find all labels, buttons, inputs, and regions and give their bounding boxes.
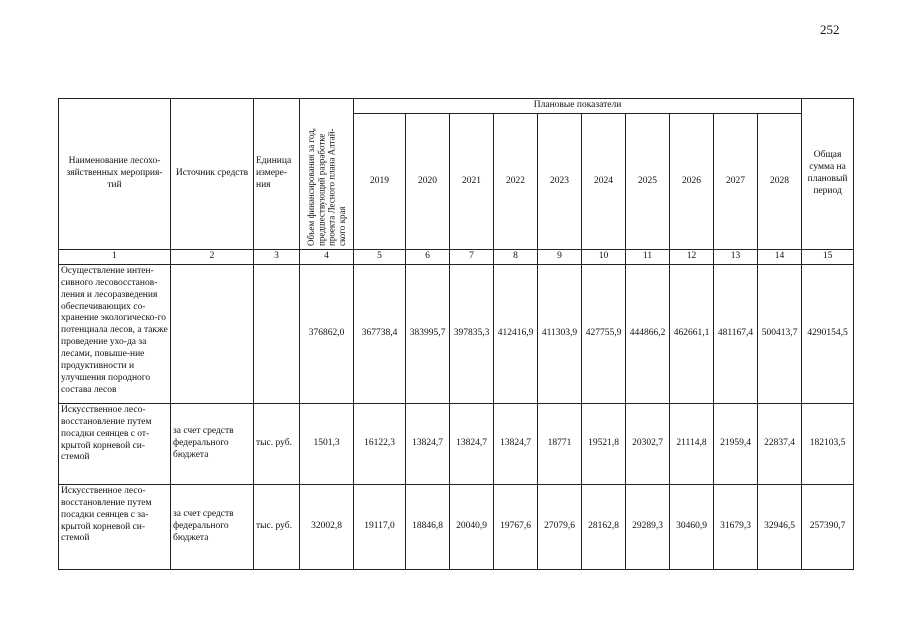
header-year-2019: 2019 xyxy=(354,114,406,250)
year-value-2022: 13824,7 xyxy=(494,403,538,484)
header-funding-source: Источник средств xyxy=(171,99,254,250)
year-value-2020: 13824,7 xyxy=(406,403,450,484)
year-value-2021: 13824,7 xyxy=(450,403,494,484)
header-year-2021: 2021 xyxy=(450,114,494,250)
header-total-sum: Общая сумма на плановый период xyxy=(802,99,854,250)
column-number: 5 xyxy=(354,250,406,265)
header-year-2023: 2023 xyxy=(538,114,582,250)
column-number: 9 xyxy=(538,250,582,265)
funding-source xyxy=(171,264,254,403)
previous-year-volume: 376862,0 xyxy=(300,264,354,403)
year-value-2019: 16122,3 xyxy=(354,403,406,484)
header-year-2020: 2020 xyxy=(406,114,450,250)
year-value-2020: 18846,8 xyxy=(406,484,450,569)
funding-source: за счет средств федерального бюджета xyxy=(171,403,254,484)
year-value-2019: 19117,0 xyxy=(354,484,406,569)
activity-name: Искусственное лесо-восстановление путем посадки сеянцев с за-крытой корневой си-стемой xyxy=(59,484,171,569)
year-value-2028: 500413,7 xyxy=(758,264,802,403)
year-value-2022: 19767,6 xyxy=(494,484,538,569)
column-number: 11 xyxy=(626,250,670,265)
year-value-2026: 21114,8 xyxy=(670,403,714,484)
year-value-2027: 31679,3 xyxy=(714,484,758,569)
unit xyxy=(254,264,300,403)
year-value-2027: 21959,4 xyxy=(714,403,758,484)
year-value-2023: 411303,9 xyxy=(538,264,582,403)
activity-name: Искусственное лесо-восстановление путем посадки сеянцев с от-крытой корневой си-стемой xyxy=(59,403,171,484)
total-value: 4290154,5 xyxy=(802,264,854,403)
header-planned-indicators: Плановые показатели xyxy=(354,99,802,114)
table-row xyxy=(59,484,854,569)
column-number: 13 xyxy=(714,250,758,265)
total-value: 257390,7 xyxy=(802,484,854,569)
header-year-2026: 2026 xyxy=(670,114,714,250)
column-number: 6 xyxy=(406,250,450,265)
year-value-2026: 30460,9 xyxy=(670,484,714,569)
year-value-2023: 18771 xyxy=(538,403,582,484)
year-value-2026: 462661,1 xyxy=(670,264,714,403)
column-number: 14 xyxy=(758,250,802,265)
header-year-2028: 2028 xyxy=(758,114,802,250)
year-value-2028: 32946,5 xyxy=(758,484,802,569)
year-value-2025: 444866,2 xyxy=(626,264,670,403)
column-number: 3 xyxy=(254,250,300,265)
column-number-row xyxy=(59,250,854,265)
column-number: 8 xyxy=(494,250,538,265)
column-number: 4 xyxy=(300,250,354,265)
year-value-2024: 28162,8 xyxy=(582,484,626,569)
header-previous-year-volume-text: Объем финансирования за год, предшествующий разработке проекта Лесного плана Алтай- ского края xyxy=(305,127,347,246)
header-activity-name: Наименование лесохо-зяйственных мероприя-тий xyxy=(59,99,171,250)
previous-year-volume: 1501,3 xyxy=(300,403,354,484)
column-number: 7 xyxy=(450,250,494,265)
year-value-2025: 29289,3 xyxy=(626,484,670,569)
header-previous-year-volume xyxy=(300,99,354,250)
year-value-2020: 383995,7 xyxy=(406,264,450,403)
page-number: 252 xyxy=(820,22,840,37)
funding-source: за счет средств федерального бюджета xyxy=(171,484,254,569)
year-value-2028: 22837,4 xyxy=(758,403,802,484)
forestry-plan-table xyxy=(58,98,854,570)
table-row xyxy=(59,264,854,403)
unit: тыс. руб. xyxy=(254,484,300,569)
header-unit: Единица измере-ния xyxy=(254,99,300,250)
column-number: 2 xyxy=(171,250,254,265)
year-value-2027: 481167,4 xyxy=(714,264,758,403)
activity-name: Осуществление интен-сивного лесовосстанов-ления и лесоразведения обеспечивающих со-хранение экологическо-го потенциала лесов, а также проведение ухо-да за лесами, повыше-ние продуктивности и улучшения породного состава лесов xyxy=(59,264,171,403)
year-value-2023: 27079,6 xyxy=(538,484,582,569)
year-value-2024: 19521,8 xyxy=(582,403,626,484)
header-year-2025: 2025 xyxy=(626,114,670,250)
column-number: 10 xyxy=(582,250,626,265)
table-row xyxy=(59,403,854,484)
column-number: 12 xyxy=(670,250,714,265)
year-value-2019: 367738,4 xyxy=(354,264,406,403)
year-value-2024: 427755,9 xyxy=(582,264,626,403)
previous-year-volume: 32002,8 xyxy=(300,484,354,569)
column-number: 15 xyxy=(802,250,854,265)
header-year-2027: 2027 xyxy=(714,114,758,250)
year-value-2021: 20040,9 xyxy=(450,484,494,569)
header-year-2024: 2024 xyxy=(582,114,626,250)
year-value-2025: 20302,7 xyxy=(626,403,670,484)
year-value-2021: 397835,3 xyxy=(450,264,494,403)
total-value: 182103,5 xyxy=(802,403,854,484)
year-value-2022: 412416,9 xyxy=(494,264,538,403)
unit: тыс. руб. xyxy=(254,403,300,484)
header-year-2022: 2022 xyxy=(494,114,538,250)
column-number: 1 xyxy=(59,250,171,265)
